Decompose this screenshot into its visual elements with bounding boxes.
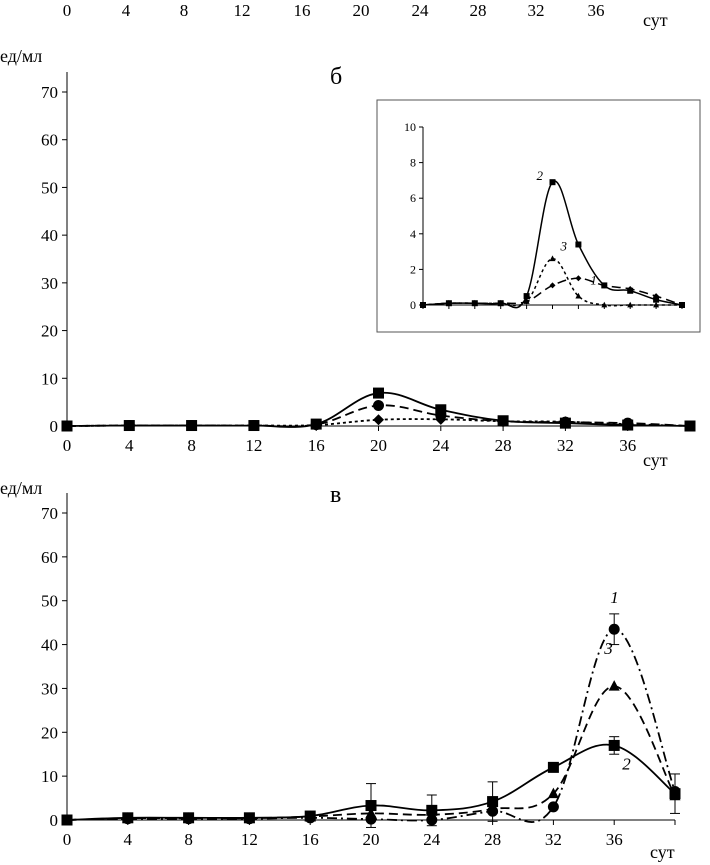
data-point-series-1 [609,624,620,635]
inset-y-tick-label: 10 [404,120,416,134]
data-point-series-2 [670,788,681,799]
plot-area-c [41,493,681,849]
panel-label-b: б [330,64,343,90]
x-tick-label: 32 [544,830,562,849]
inset-y-tick-label: 6 [410,191,416,206]
top-x-axis-strip [63,1,605,20]
inset-series-label-3: 3 [560,238,567,254]
x-tick-label: 4 [125,436,134,455]
panel-label-c: в [330,482,342,508]
inset-frame [377,100,700,332]
y-tick-label: 10 [41,767,58,787]
y-unit-label-c: ед/мл [0,478,43,498]
series-label-1: 1 [610,588,619,608]
y-tick-label: 60 [41,130,58,150]
y-tick-label: 50 [41,178,58,198]
y-unit-label-b: ед/мл [0,46,43,66]
x-tick-label: 28 [494,436,512,455]
x-tick-label: 20 [362,830,380,849]
x-tick-label: 16 [301,830,319,849]
data-point-series-2 [487,796,498,807]
top-x-tick-label: 4 [121,1,131,20]
y-tick-label: 70 [41,83,58,102]
y-tick-label: 40 [41,635,58,655]
series-label-2: 2 [622,754,631,774]
x-tick-label: 0 [62,830,72,849]
data-point-series-2 [426,805,437,816]
data-point-series-2 [305,811,316,822]
x-tick-label: 28 [484,830,502,849]
inset-chart-b [377,100,700,332]
y-tick-label: 30 [41,273,58,293]
x-tick-label: 24 [423,830,441,849]
y-tick-label: 0 [49,417,58,436]
x-tick-label: 12 [240,830,258,849]
data-point-series-2 [62,815,73,826]
x-tick-label: 32 [556,436,574,455]
y-tick-label: 70 [41,504,58,523]
y-tick-label: 50 [41,591,58,611]
y-tick-label: 10 [41,369,58,389]
inset-series-label-2: 2 [536,168,543,184]
series-label-3: 3 [604,639,613,659]
y-tick-label: 40 [41,226,58,246]
data-point-series-2 [366,800,377,811]
x-unit-label-b: сут [643,450,668,470]
top-x-tick-label: 8 [179,1,189,20]
top-x-unit-label: сут [643,10,668,30]
top-x-tick-label: 0 [62,1,72,20]
x-tick-label: 4 [123,830,133,849]
y-tick-label: 20 [41,321,58,341]
y-tick-label: 30 [41,679,58,699]
top-x-tick-label: 24 [411,1,429,20]
data-point-series-2 [548,762,559,773]
x-unit-label-c: сут [650,842,675,862]
data-point-series-1 [548,801,559,812]
x-tick-label: 16 [307,436,325,455]
data-point-series-2 [244,812,255,823]
x-tick-label: 12 [245,436,263,455]
x-tick-label: 20 [370,436,387,455]
inset-y-tick-label: 2 [410,262,416,277]
inset-y-tick-label: 0 [410,298,416,312]
top-x-tick-label: 36 [587,1,605,20]
y-tick-label: 60 [41,547,58,567]
data-point-series-2 [122,812,133,823]
top-x-tick-label: 16 [293,1,311,20]
data-point-series-1 [373,414,384,425]
data-point-series-3 [373,400,384,411]
top-x-tick-label: 28 [469,1,487,20]
chart-panel-b [0,46,700,470]
x-tick-label: 8 [184,830,193,849]
data-point-series-2 [609,740,620,751]
inset-data-point-series-2 [575,241,581,247]
data-point-series-2 [183,812,194,823]
data-point-series-3 [609,680,620,690]
inset-y-tick-label: 8 [410,155,416,170]
top-x-tick-label: 12 [233,1,251,20]
x-tick-label: 0 [62,436,72,455]
inset-series-label-1: 1 [590,272,597,288]
x-tick-label: 24 [432,436,450,455]
x-tick-label: 36 [605,830,623,849]
inset-y-tick-label: 4 [410,226,416,241]
y-tick-label: 0 [49,811,58,830]
y-tick-label: 20 [41,723,58,743]
x-tick-label: 8 [187,436,196,455]
chart-panel-c [0,478,681,862]
x-tick-label: 36 [619,436,637,455]
data-point-series-2 [373,388,384,399]
top-x-tick-label: 20 [352,1,370,20]
inset-data-point-series-2 [550,179,556,185]
top-x-tick-label: 32 [527,1,545,20]
